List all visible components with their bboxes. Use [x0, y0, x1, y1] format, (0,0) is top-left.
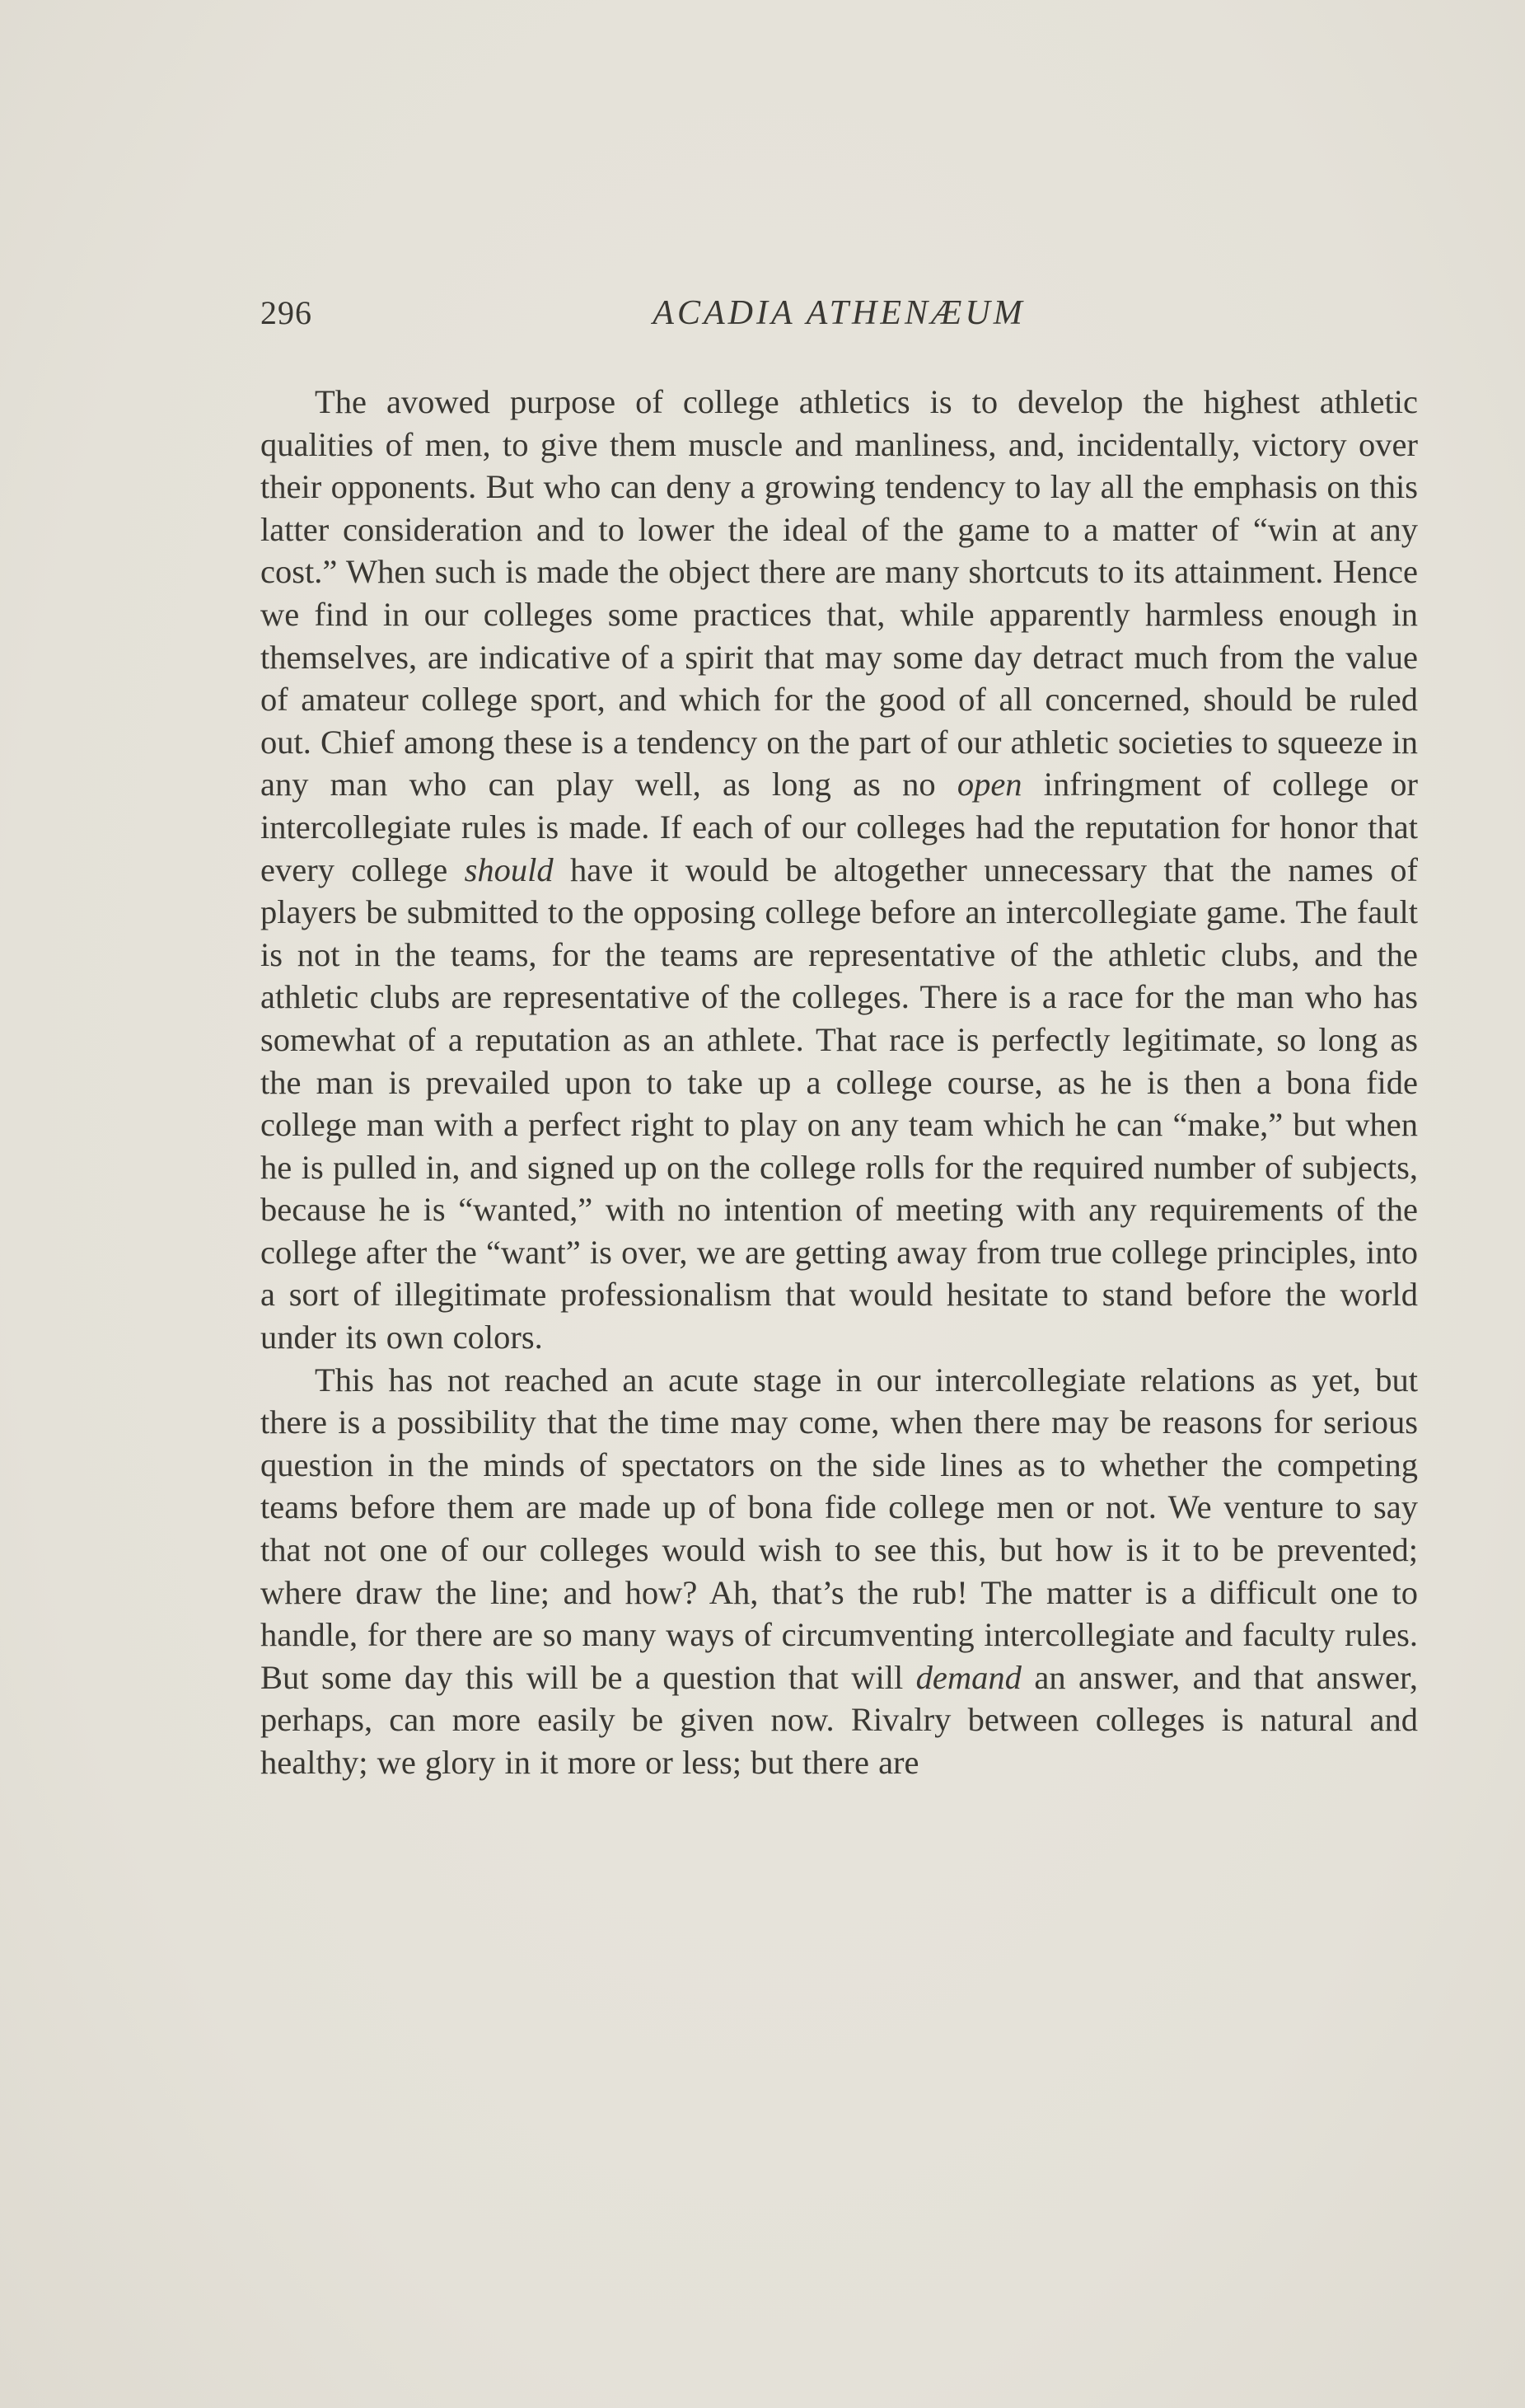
emphasis-demand: demand — [915, 1658, 1022, 1696]
emphasis-open: open — [957, 766, 1022, 803]
journal-title: ACADIA ATHENÆUM — [653, 294, 1026, 332]
paragraph-2 — [260, 1359, 1418, 1784]
paragraph-1 — [260, 381, 1418, 1359]
emphasis-should: should — [464, 850, 554, 888]
running-head — [260, 293, 1418, 343]
paragraph-2-text-b: an answer, and that answer, perhaps, can more easily be given now. Rivalry between colleges is natural and healthy; we glory in it more or less; but there are — [260, 1658, 1418, 1781]
paragraph-1-text-c: have it would be altogether unnecessary that the names of players be submitted to the opposing college before an intercollegiate game. The fault is not in the teams, for the teams are representative of the athletic clubs, and the athletic clubs are representative of the colleges. There is a race for the man who has somewhat of a reputation as an athlete. That race is perfectly legitimate, so long as the man is prevailed upon to take up a college course, as he is then a bona fide college man with a perfect right to play on any team which he can “make,” but when he is pulled in, and signed up on the college rolls for the required number of subjects, because he is “wanted,” with no intention of meeting with any requirements of the college after the “want” is over, we are getting away from true college principles, into a sort of illegitimate professionalism that would hesitate to stand before the world under its own colors. — [260, 850, 1419, 1356]
paragraph-1-text-b: infringment of college or intercollegiate rules is made. If each of our colleges had the reputation for honor that every college — [260, 766, 1419, 888]
paragraph-1-text-a: The avowed purpose of college athletics is to develop the highest athletic qualities of men, to give them muscle and manliness, and, incidentally, victory over their opponents. But who can deny a growing tendency to lay all the emphasis on this latter consideration and to lower the ideal of the game to a matter of “win at any cost.” When such is made the object there are many shortcuts to its attainment. Hence we find in our colleges some practices that, while apparently harmless enough in themselves, are indicative of a spirit that may some day detract much from the value of amateur college sport, and which for the good of all concerned, should be ruled out. Chief among these is a tendency on the part of our athletic societies to squeeze in any man who can play well, as long as no — [260, 383, 1418, 803]
page-number: 296 — [260, 294, 312, 331]
article-body — [260, 381, 1418, 1784]
paragraph-2-text-a: This has not reached an acute stage in our intercollegiate relations as yet, but there is a possibility that the time may come, when there may be reasons for serious question in the minds of spectators on the side lines as to whether the competing teams before them are made up of bona fide college men or not. We venture to say that not one of our colleges would wish to see this, but how is it to be prevented; where draw the line; and how? Ah, that’s the rub! The matter is a difficult one to handle, for there are so many ways of circumventing intercollegiate and faculty rules. But some day this will be a question that will — [260, 1361, 1418, 1696]
